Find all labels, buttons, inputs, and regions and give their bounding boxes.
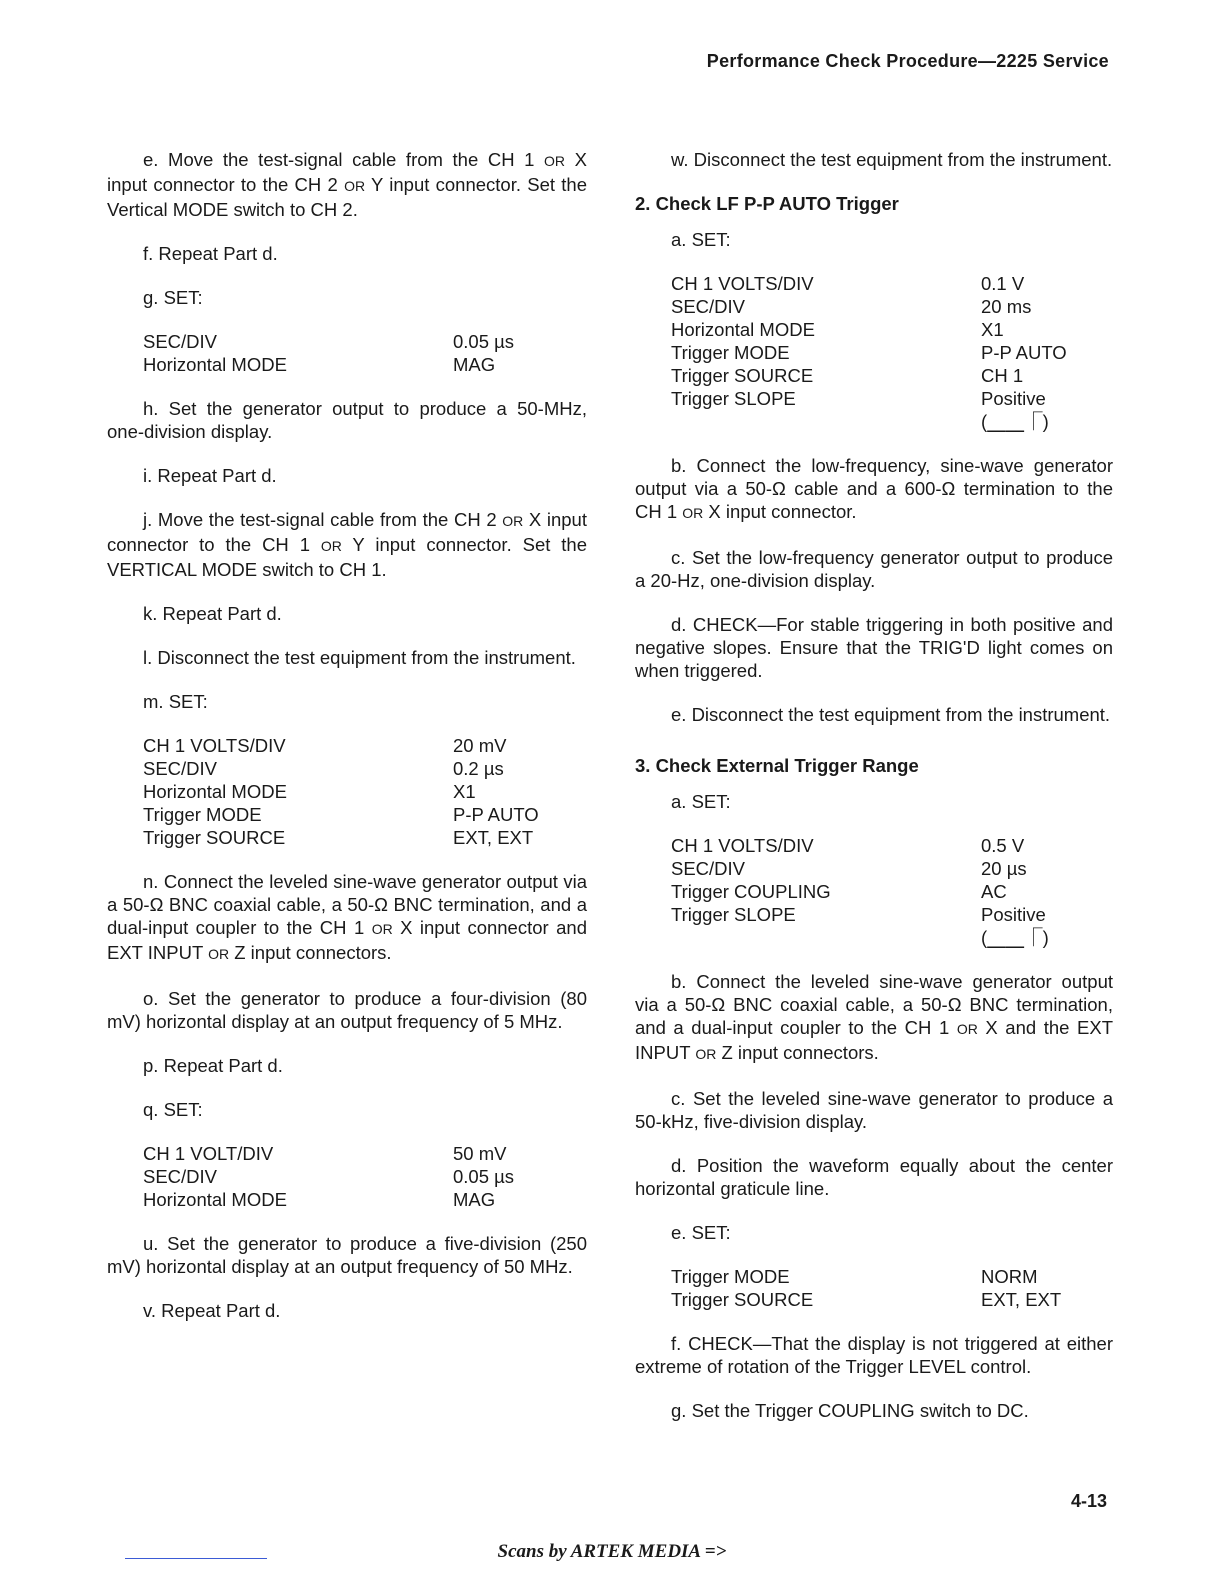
s2-step-b: b. Connect the low-frequency, sine-wave generator output via a 50-Ω cable and a 600-Ω termination to the CH 1 OR X input connector. [635,455,1113,522]
running-head: Performance Check Procedure—2225 Service [706,51,1109,71]
right-column [635,148,1113,1443]
setting-row: Trigger SLOPE Positive (⎽⎽⎾) [671,388,1049,432]
settings-table-q [143,1142,587,1211]
setting-row: Trigger MODE P-P AUTO [143,804,539,825]
setting-row: Horizontal MODE X1 [671,319,1004,340]
s3-step-d: d. Position the waveform equally about the center horizontal graticule line. [635,1155,1113,1199]
step-i: i. Repeat Part d. [143,465,277,486]
settings-table-g [143,330,587,376]
step-v: v. Repeat Part d. [143,1300,281,1321]
setting-row: Horizontal MODE MAG [143,1189,496,1210]
s2-step-e: e. Disconnect the test equipment from the instrument. [671,704,1111,725]
setting-row: SEC/DIV 0.05 µs [143,1166,515,1187]
setting-row: CH 1 VOLTS/DIV 0.5 V [671,835,1025,856]
setting-row: Horizontal MODE MAG [143,354,496,375]
settings-table-s3e [671,1265,1113,1311]
s3-step-g: g. Set the Trigger COUPLING switch to DC. [671,1400,1029,1421]
step-m: m. SET: [143,691,208,712]
s2-step-a: a. SET: [671,229,731,250]
s3-step-e: e. SET: [671,1222,731,1243]
setting-row: CH 1 VOLTS/DIV 20 mV [143,735,507,756]
scan-credit: Scans by ARTEK MEDIA => [497,1541,727,1562]
step-k: k. Repeat Part d. [143,603,282,624]
left-column [107,148,587,1343]
step-o: o. Set the generator to produce a four-division (80 mV) horizontal display at an output frequency of 5 MHz. [107,988,587,1032]
s2-step-d: d. CHECK—For stable triggering in both positive and negative slopes. Ensure that the TRIG'D light comes on when triggered. [635,614,1113,681]
setting-row: CH 1 VOLT/DIV 50 mV [143,1143,507,1164]
step-n: n. Connect the leveled sine-wave generator output via a 50-Ω BNC coaxial cable, a 50-Ω BNC termination, and a dual-input coupler to the CH 1 OR X input connector and EXT INPUT OR Z input connectors. [107,871,587,963]
section-heading-lf-pp-auto: 2. Check LF P-P AUTO Trigger [635,193,899,214]
footer-rule [125,1558,267,1559]
setting-row: CH 1 VOLTS/DIV 0.1 V [671,273,1025,294]
setting-row: SEC/DIV 0.05 µs [143,331,515,352]
s2-step-c: c. Set the low-frequency generator output to produce a 20-Hz, one-division display. [635,547,1113,591]
setting-row: Trigger SOURCE EXT, EXT [143,827,534,848]
setting-row: Horizontal MODE X1 [143,781,476,802]
s3-step-b: b. Connect the leveled sine-wave generator output via a 50-Ω BNC coaxial cable, a 50-Ω BNC termination, and a dual-input coupler to the CH 1 OR X and the EXT INPUT OR Z input connectors. [635,971,1113,1063]
settings-table-m [143,734,587,849]
step-g: g. SET: [143,287,203,308]
step-l: l. Disconnect the test equipment from the instrument. [143,647,576,668]
setting-row: SEC/DIV 20 ms [671,296,1032,317]
step-w: w. Disconnect the test equipment from the instrument. [671,149,1113,170]
step-u: u. Set the generator to produce a five-division (250 mV) horizontal display at an output frequency of 50 MHz. [107,1233,587,1277]
s3-step-f: f. CHECK—That the display is not triggered at either extreme of rotation of the Trigger LEVEL control. [635,1333,1113,1377]
s3-step-a: a. SET: [671,791,731,812]
settings-table-s2a [671,272,1113,433]
setting-row: Trigger MODE NORM [671,1266,1038,1287]
step-p: p. Repeat Part d. [143,1055,283,1076]
setting-row: Trigger SOURCE CH 1 [671,365,1024,386]
section-heading-ext-trigger: 3. Check External Trigger Range [635,755,919,776]
page-number: 4-13 [1070,1491,1107,1511]
step-j: j. Move the test-signal cable from the CH 2 OR X input connector to the CH 1 OR Y input connector. Set the VERTICAL MODE switch to CH 1. [107,509,587,580]
step-q: q. SET: [143,1099,203,1120]
setting-row: Trigger COUPLING AC [671,881,1007,902]
s3-step-c: c. Set the leveled sine-wave generator to produce a 50-kHz, five-division display. [635,1088,1113,1132]
setting-row: SEC/DIV 20 µs [671,858,1027,879]
setting-row: Trigger SOURCE EXT, EXT [671,1289,1062,1310]
setting-row: Trigger SLOPE Positive (⎽⎽⎾) [671,904,1049,948]
setting-row: SEC/DIV 0.2 µs [143,758,504,779]
step-f: f. Repeat Part d. [143,243,278,264]
settings-table-s3a [671,834,1113,949]
step-e: e. Move the test-signal cable from the CH 1 OR X input connector to the CH 2 OR Y input connector. Set the Vertical MODE switch to CH 2. [107,149,588,220]
step-h: h. Set the generator output to produce a 50-MHz, one-division display. [107,398,587,442]
setting-row: Trigger MODE P-P AUTO [671,342,1067,363]
